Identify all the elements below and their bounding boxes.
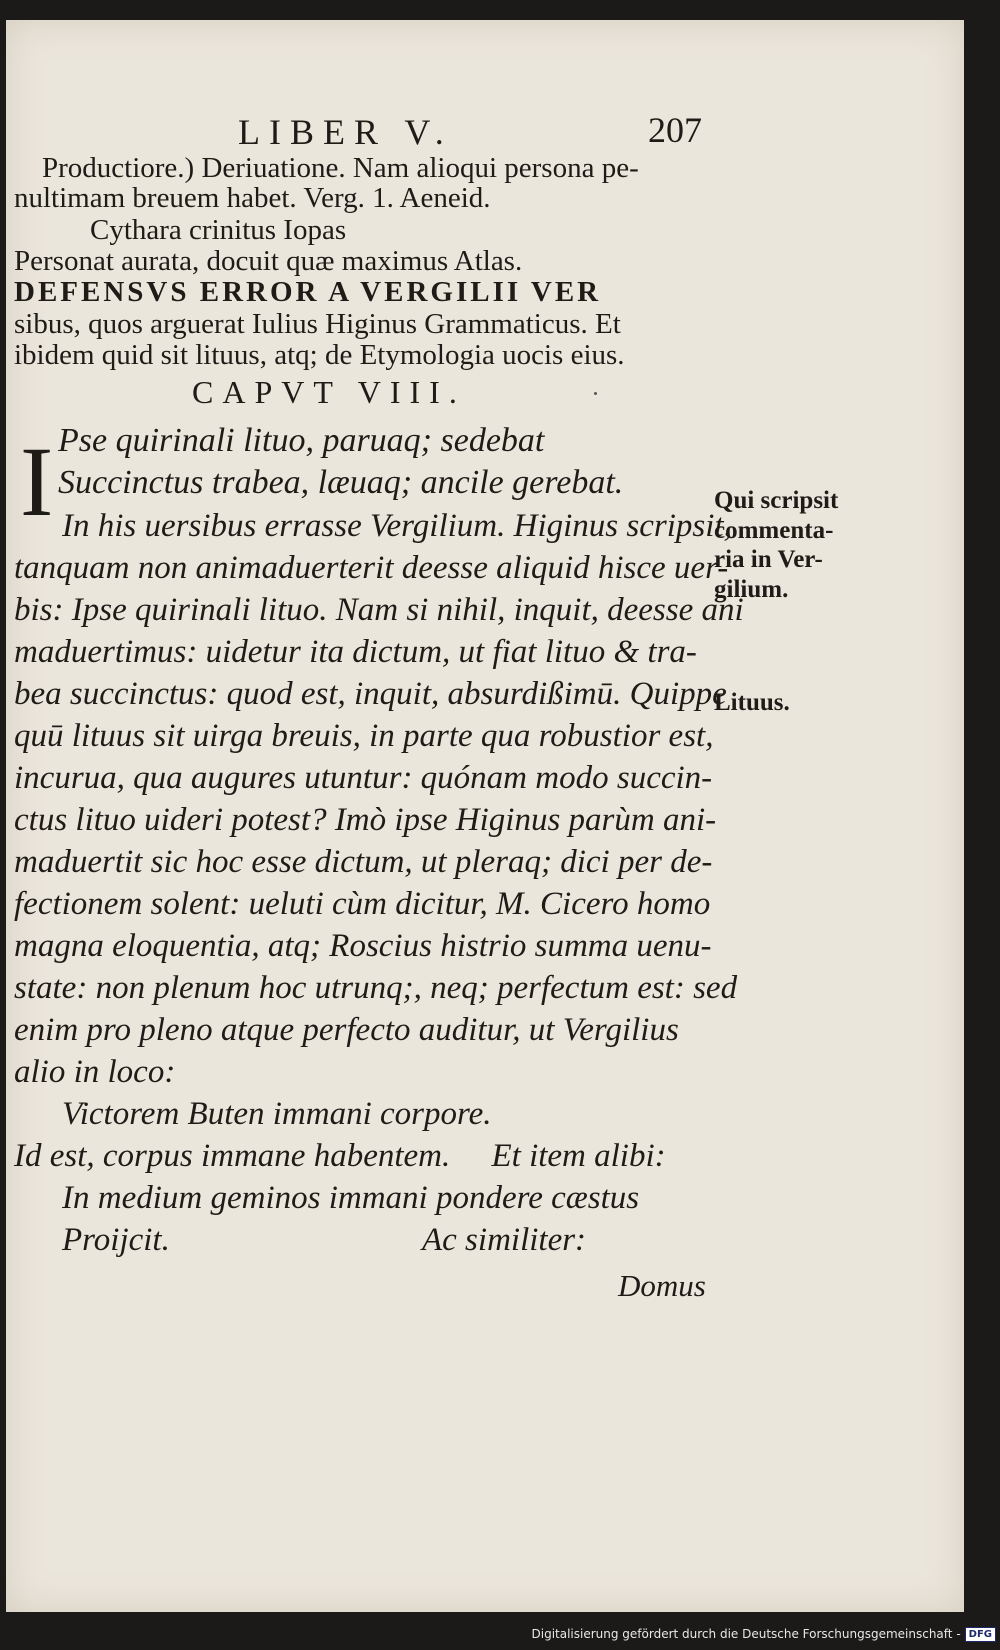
chapter-heading: CAPVT VIII. [192,374,466,410]
text-line: In his uersibus errasse Vergilium. Higinus scripsit, [62,508,732,544]
dfg-logo: DFG [965,1627,996,1642]
verse-line: Succinctus trabea, læuaq; ancile gerebat. [58,464,624,501]
text-line: alio in loco: [14,1054,176,1090]
text-line: Cythara crinitus Iopas [90,214,347,246]
verse-line: Pse quirinali lituo, paruaq; sedebat [58,422,545,459]
margin-note: Lituus. [714,689,790,716]
text-line: quū lituus sit uirga breuis, in parte qua robustior est, [14,718,714,754]
digitization-credit [532,1622,997,1646]
credit-text: Digitalisierung gefördert durch die Deutsche Forschungsgemeinschaft - [531,1627,961,1641]
text-line: fectionem solent: ueluti cùm dicitur, M. Cicero homo [14,886,711,922]
book-page [6,20,964,1612]
text-line: enim pro pleno atque perfecto auditur, ut Vergilius [14,1012,679,1048]
text-line: bis: Ipse quirinali lituo. Nam si nihil, inquit, deesse ani [14,592,744,628]
text-line: Id est, corpus immane habentem. Et item alibi: [14,1138,666,1174]
margin-note: Qui scripsit commenta- ria in Ver- gilium. [714,487,839,603]
text-line: tanquam non animaduerterit deesse aliquid hisce uer- [14,550,729,586]
catchword: Domus [618,1268,706,1303]
text-line: ibidem quid sit lituus, atq; de Etymologia uocis eius. [14,339,625,371]
text-line: Ac similiter: [422,1222,587,1258]
drop-cap: I [20,426,54,537]
verse-line: Proijcit. [62,1222,170,1258]
page-number: 207 [648,110,702,150]
running-title: LIBER V. [238,112,453,152]
text-line: magna eloquentia, atq; Roscius histrio summa uenu- [14,928,712,964]
text-line: Productiore.) Deriuatione. Nam alioqui persona pe- [42,152,639,184]
text-line: maduertit sic hoc esse dictum, ut pleraq; dici per de- [14,844,713,880]
text-line: Personat aurata, docuit quæ maximus Atlas. [14,245,523,277]
section-title: DEFENSVS ERROR A VERGILII VER [14,276,602,308]
text-line: sibus, quos arguerat Iulius Higinus Grammaticus. Et [14,308,621,340]
verse-line: Victorem Buten immani corpore. [62,1096,492,1132]
text-line: state: non plenum hoc utrunq;, neq; perfectum est: sed [14,970,738,1006]
text-line: ctus lituo uideri potest? Imò ipse Higinus parùm ani- [14,802,717,838]
text-line: maduertimus: uidetur ita dictum, ut fiat lituo & tra- [14,634,697,670]
verse-line: In medium geminos immani pondere cæstus [62,1180,640,1216]
text-line: nultimam breuem habet. Verg. 1. Aeneid. [14,182,491,214]
printer-mark [594,392,597,395]
text-line: incurua, qua augures utuntur: quónam modo succin- [14,760,713,796]
text-line: bea succinctus: quod est, inquit, absurdißimū. Quippe [14,676,727,712]
